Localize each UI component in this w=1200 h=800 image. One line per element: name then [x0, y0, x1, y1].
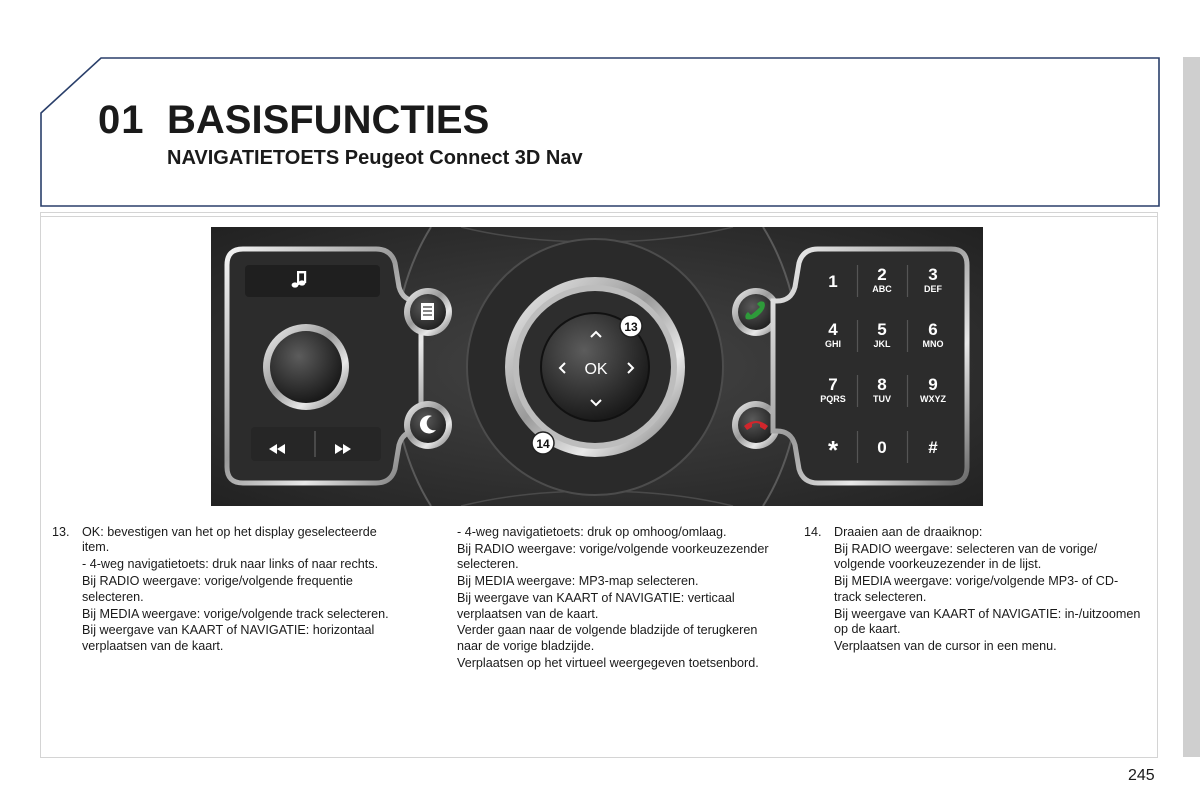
- col2-line1: - 4-weg navigatietoets: druk op omhoog/omlaag.: [457, 525, 727, 539]
- text-column-2: [457, 525, 777, 673]
- keypad-digit: #: [928, 438, 938, 457]
- col2-line2: Bij RADIO weergave: vorige/volgende voorkeuzezender selecteren.: [457, 541, 769, 572]
- col1-line3: Bij RADIO weergave: vorige/volgende frequentie selecteren.: [82, 574, 353, 604]
- keypad-key-1[interactable]: [828, 272, 837, 291]
- keypad-letters: MNO: [922, 339, 944, 349]
- col3-line1: Draaien aan de draaiknop:: [834, 525, 983, 539]
- keypad-digit: 6: [928, 320, 938, 339]
- night-mode-button[interactable]: [404, 401, 452, 449]
- keypad-digit: 3: [928, 265, 938, 284]
- chapter-title: BASISFUNCTIES: [167, 98, 490, 142]
- keypad-digit: 5: [877, 320, 887, 339]
- keypad-key-0[interactable]: [877, 438, 886, 457]
- keypad-letters: DEF: [924, 284, 942, 294]
- list-button[interactable]: [404, 288, 452, 336]
- keypad-digit: 4: [828, 320, 838, 339]
- callout-14: [532, 432, 554, 454]
- keypad-digit: 1: [828, 272, 838, 291]
- item-number-14: 14.: [804, 525, 822, 539]
- keypad-digit: 7: [828, 375, 838, 394]
- keypad-letters: TUV: [873, 394, 891, 404]
- keypad-letters: WXYZ: [920, 394, 946, 404]
- keypad-digit: 8: [877, 375, 887, 394]
- page-number: 245: [1128, 767, 1155, 784]
- side-tab: [1183, 57, 1200, 757]
- volume-knob[interactable]: [263, 324, 349, 410]
- col2-line3: Bij MEDIA weergave: MP3-map selecteren.: [457, 574, 699, 589]
- col3-line4: Bij weergave van KAART of NAVIGATIE: in-/uitzoomen op de kaart.: [834, 606, 1141, 636]
- item-number-13: 13.: [52, 525, 70, 539]
- keypad-letters: ABC: [872, 284, 892, 294]
- keypad-digit: *: [827, 435, 839, 465]
- col2-line4: Bij weergave van KAART of NAVIGATIE: verticaal verplaatsen van de kaart.: [457, 591, 735, 621]
- keypad-letters: PQRS: [820, 394, 846, 404]
- svg-text:13: 13: [624, 320, 638, 334]
- col1-line1: OK: bevestigen van het op het display geselecteerde item.: [82, 525, 377, 555]
- col3-line2: Bij RADIO weergave: selecteren van de vorige/ volgende voorkeuzezender in de lijst.: [834, 541, 1098, 572]
- col3-line3: Bij MEDIA weergave: vorige/volgende MP3- of CD-track selecteren.: [834, 574, 1119, 604]
- keypad-digit: 0: [877, 438, 887, 457]
- ok-label: OK: [584, 361, 608, 378]
- keypad-digit: 9: [928, 375, 938, 394]
- content-divider: [40, 216, 1158, 217]
- col1-line4: Bij MEDIA weergave: vorige/volgende track selecteren.: [82, 606, 389, 621]
- text-column-1: [52, 525, 402, 656]
- col2-line6: Verplaatsen op het virtueel weergegeven toetsenbord.: [457, 655, 759, 670]
- col1-line2: - 4-weg navigatietoets: druk naar links of naar rechts.: [82, 557, 379, 572]
- text-column-3: [804, 525, 1144, 656]
- keypad-letters: GHI: [824, 339, 842, 349]
- keypad-digit: 2: [877, 265, 887, 284]
- keypad-key-*[interactable]: [828, 435, 839, 465]
- keypad-key-#[interactable]: [928, 438, 938, 457]
- svg-text:14: 14: [536, 437, 550, 451]
- col2-line5: Verder gaan naar de volgende bladzijde of terugkeren naar de vorige bladzijde.: [457, 623, 758, 653]
- navigation-dial[interactable]: [467, 239, 723, 495]
- col3-line5: Verplaatsen van de cursor in een menu.: [834, 638, 1057, 653]
- callout-13: [620, 315, 642, 337]
- section-subtitle: NAVIGATIETOETS Peugeot Connect 3D Nav: [167, 147, 583, 169]
- chapter-number: 01: [98, 98, 145, 142]
- col1-line5: Bij weergave van KAART of NAVIGATIE: horizontaal verplaatsen van de kaart.: [82, 623, 375, 653]
- control-panel-illustration: [211, 227, 983, 506]
- keypad-letters: JKL: [873, 339, 891, 349]
